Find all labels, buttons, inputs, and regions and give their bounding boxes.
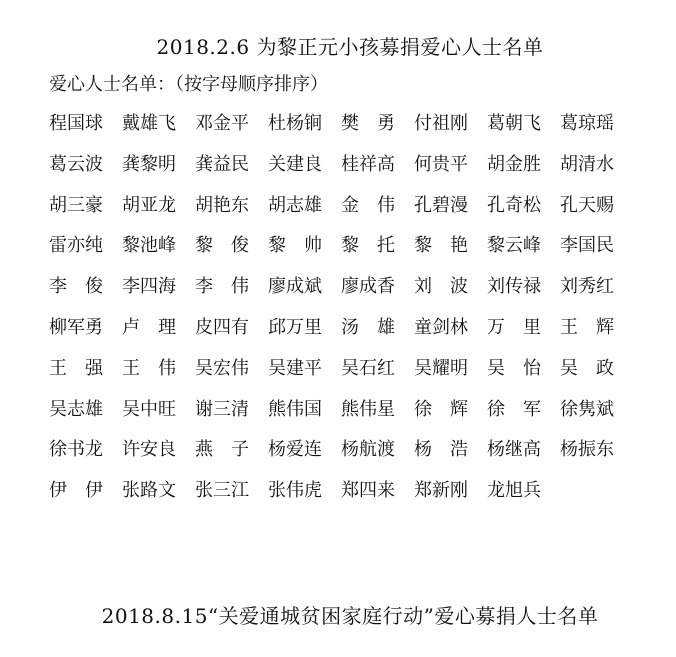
donor-name: 龙旭兵 (487, 480, 541, 502)
donor-name: 刘秀红 (560, 276, 614, 298)
donor-name: 皮四有 (195, 316, 249, 338)
donor-name: 吴 怡 (487, 357, 541, 379)
donor-name: 胡清水 (560, 153, 614, 175)
donor-name: 胡金胜 (487, 153, 541, 175)
donor-name: 黎 帅 (268, 235, 322, 257)
donor-name: 张路文 (122, 480, 176, 502)
donor-name: 孔天赐 (560, 194, 614, 216)
donor-name: 孔奇松 (487, 194, 541, 216)
donor-name: 胡艳东 (195, 194, 249, 216)
donor-name: 何贵平 (414, 153, 468, 175)
donor-name: 童剑林 (414, 316, 468, 338)
donor-name: 黎池峰 (122, 235, 176, 257)
donor-name: 邓金平 (195, 113, 249, 134)
donor-name: 廖成斌 (268, 276, 322, 298)
donor-name: 吴志雄 (49, 398, 103, 420)
donor-name: 邱万里 (268, 316, 322, 338)
donor-name: 徐隽斌 (560, 398, 614, 420)
donor-name: 吴建平 (268, 357, 322, 379)
donor-name: 刘 波 (414, 276, 468, 298)
donor-name: 胡三豪 (49, 194, 103, 216)
donor-name: 杨振东 (560, 439, 614, 461)
donor-name: 桂祥高 (341, 153, 395, 175)
donor-name: 雷亦纯 (49, 235, 103, 257)
donor-name: 葛琼瑶 (560, 113, 614, 134)
donor-name: 徐 军 (487, 398, 541, 420)
donor-name: 万 里 (487, 316, 541, 338)
donor-name: 郑新刚 (414, 480, 468, 502)
donor-name: 卢 理 (122, 316, 176, 338)
donor-name: 谢三清 (195, 398, 249, 420)
donor-name: 张三江 (195, 480, 249, 502)
page-title: 2018.2.6 为黎正元小孩募捐爱心人士名单 (156, 35, 544, 59)
donor-name: 郑四来 (341, 480, 395, 502)
donor-name: 李 俊 (49, 276, 103, 298)
donor-name: 李四海 (122, 276, 176, 298)
donor-name: 汤 雄 (341, 316, 395, 338)
donor-name: 龚益民 (195, 153, 249, 175)
donor-name: 胡志雄 (268, 194, 322, 216)
donor-name: 熊伟星 (341, 398, 395, 420)
donor-name: 戴雄飞 (122, 113, 176, 134)
donor-name: 杨爱连 (268, 439, 322, 461)
donor-name: 杨继高 (487, 439, 541, 461)
donor-name: 孔碧漫 (414, 194, 468, 216)
donor-name: 燕 子 (195, 439, 249, 461)
donor-name: 胡亚龙 (122, 194, 176, 216)
second-list-title: 2018.8.15“关爱通城贫困家庭行动”爱心募捐人士名单 (101, 604, 599, 628)
donor-name: 伊 伊 (49, 480, 103, 502)
donor-name: 杨航渡 (341, 439, 395, 461)
donor-name: 张伟虎 (268, 480, 322, 502)
donor-name: 柳军勇 (49, 316, 103, 338)
donor-name: 杨 浩 (414, 439, 468, 461)
donor-name: 许安良 (122, 439, 176, 461)
donor-name: 黎 托 (341, 235, 395, 257)
donor-name: 黎云峰 (487, 235, 541, 257)
donor-name: 李国民 (560, 235, 614, 257)
donor-name: 程国球 (49, 113, 103, 134)
donor-name: 葛朝飞 (487, 113, 541, 134)
donor-name: 吴石红 (341, 357, 395, 379)
donor-name: 吴耀明 (414, 357, 468, 379)
donor-name: 葛云波 (49, 153, 103, 175)
donor-name: 金 伟 (341, 194, 395, 216)
donor-name: 徐 辉 (414, 398, 468, 420)
donor-name: 徐书龙 (49, 439, 103, 461)
donor-name: 廖成香 (341, 276, 395, 298)
donor-name: 熊伟国 (268, 398, 322, 420)
donor-name: 王 强 (49, 357, 103, 379)
donor-name: 李 伟 (195, 276, 249, 298)
donor-name: 龚黎明 (122, 153, 176, 175)
donor-name: 吴中旺 (122, 398, 176, 420)
donor-name: 王 辉 (560, 316, 614, 338)
donor-name: 刘传禄 (487, 276, 541, 298)
donor-name: 付祖刚 (414, 113, 468, 134)
donor-name: 关建良 (268, 153, 322, 175)
donor-name: 黎 俊 (195, 235, 249, 257)
donor-name-grid (49, 113, 649, 521)
donor-name: 王 伟 (122, 357, 176, 379)
donor-list-subtitle: 爱心人士名单：（按字母顺序排序） (49, 74, 328, 95)
donor-name: 黎 艳 (414, 235, 468, 257)
donor-name: 杜杨锏 (268, 113, 322, 134)
donor-name: 吴 政 (560, 357, 614, 379)
donor-name: 吴宏伟 (195, 357, 249, 379)
donor-name: 樊 勇 (341, 113, 395, 134)
